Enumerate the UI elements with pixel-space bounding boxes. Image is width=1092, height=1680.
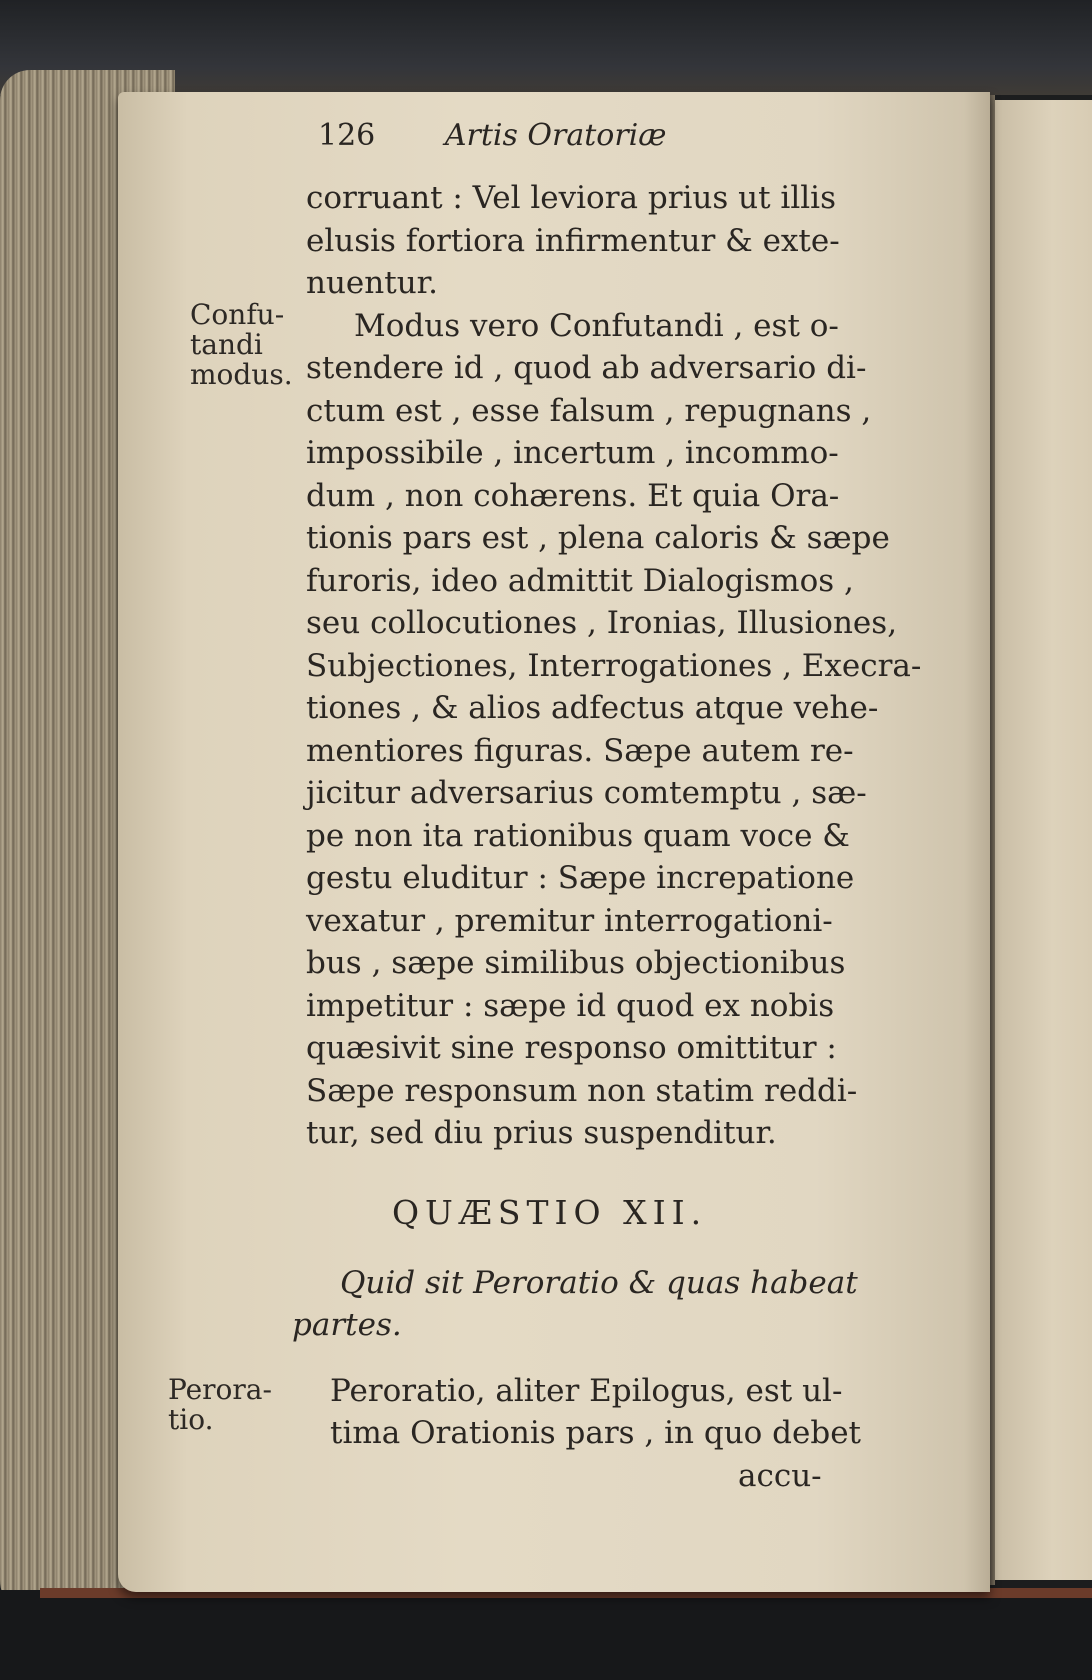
text-line: quæsivit sine responso omittitur : <box>306 1030 837 1066</box>
text-line: Peroratio, aliter Epilogus, est ul- <box>330 1373 843 1409</box>
text-line: bus , sæpe similibus objectionibus <box>306 945 846 981</box>
text-line: partes. <box>292 1307 402 1343</box>
running-title: Artis Oratoriæ <box>444 118 667 153</box>
text-line: vexatur , premitur interrogationi- <box>306 902 833 939</box>
text-line: ctum est , esse falsum , repugnans , <box>306 392 872 429</box>
text-line: impossibile , incertum , incommo- <box>306 435 839 471</box>
text-line: mentiores figuras. Sæpe autem re- <box>306 732 854 769</box>
text-line: dum , non cohærens. Et quia Ora- <box>306 477 840 514</box>
catchword: accu- <box>738 1458 822 1494</box>
text-block-1 <box>306 177 921 1155</box>
text-line: seu collocutiones , Ironias, Illusiones, <box>306 605 898 641</box>
margin-note-confutandi: Confu- tandi modus. <box>190 298 293 391</box>
section-heading: QUÆSTIO XII. <box>392 1193 708 1232</box>
text-line: Sæpe responsum non statim reddi- <box>306 1072 858 1109</box>
facing-page-edge <box>993 100 1092 1580</box>
text-line: Modus vero Confutandi , est o- <box>354 307 839 344</box>
text-line: tur, sed diu prius suspenditur. <box>306 1115 777 1151</box>
text-line: Subjectiones, Interrogationes , Execra- <box>306 647 922 684</box>
text-line: elusis fortiora infirmentur & exte- <box>306 222 840 259</box>
background-bottom <box>0 1590 1092 1680</box>
page-number: 126 <box>318 118 376 153</box>
text-line: gestu eluditur : Sæpe increpatione <box>306 860 855 896</box>
text-line: tionis pars est , plena caloris & sæpe <box>306 520 890 556</box>
text-line: pe non ita rationibus quam voce & <box>306 817 850 854</box>
text-line: nuentur. <box>306 265 438 301</box>
text-line: impetitur : sæpe id quod ex nobis <box>306 987 835 1024</box>
text-line: corruant : Vel leviora prius ut illis <box>306 180 836 216</box>
question-text <box>292 1262 858 1346</box>
text-line: stendere id , quod ab adversario di- <box>306 350 867 386</box>
text-block-2 <box>330 1370 861 1454</box>
text-line: furoris, ideo admittit Dialogismos , <box>306 562 854 599</box>
text-line: jicitur adversarius comtemptu , sæ- <box>306 775 867 811</box>
text-line: tima Orationis pars , in quo debet <box>330 1415 862 1451</box>
running-header <box>318 115 666 157</box>
text-line: Quid sit Peroratio & quas habeat <box>340 1265 858 1301</box>
margin-note-peroratio: Perora- tio. <box>168 1373 272 1436</box>
text-line: tiones , & alios adfectus atque vehe- <box>306 690 879 726</box>
